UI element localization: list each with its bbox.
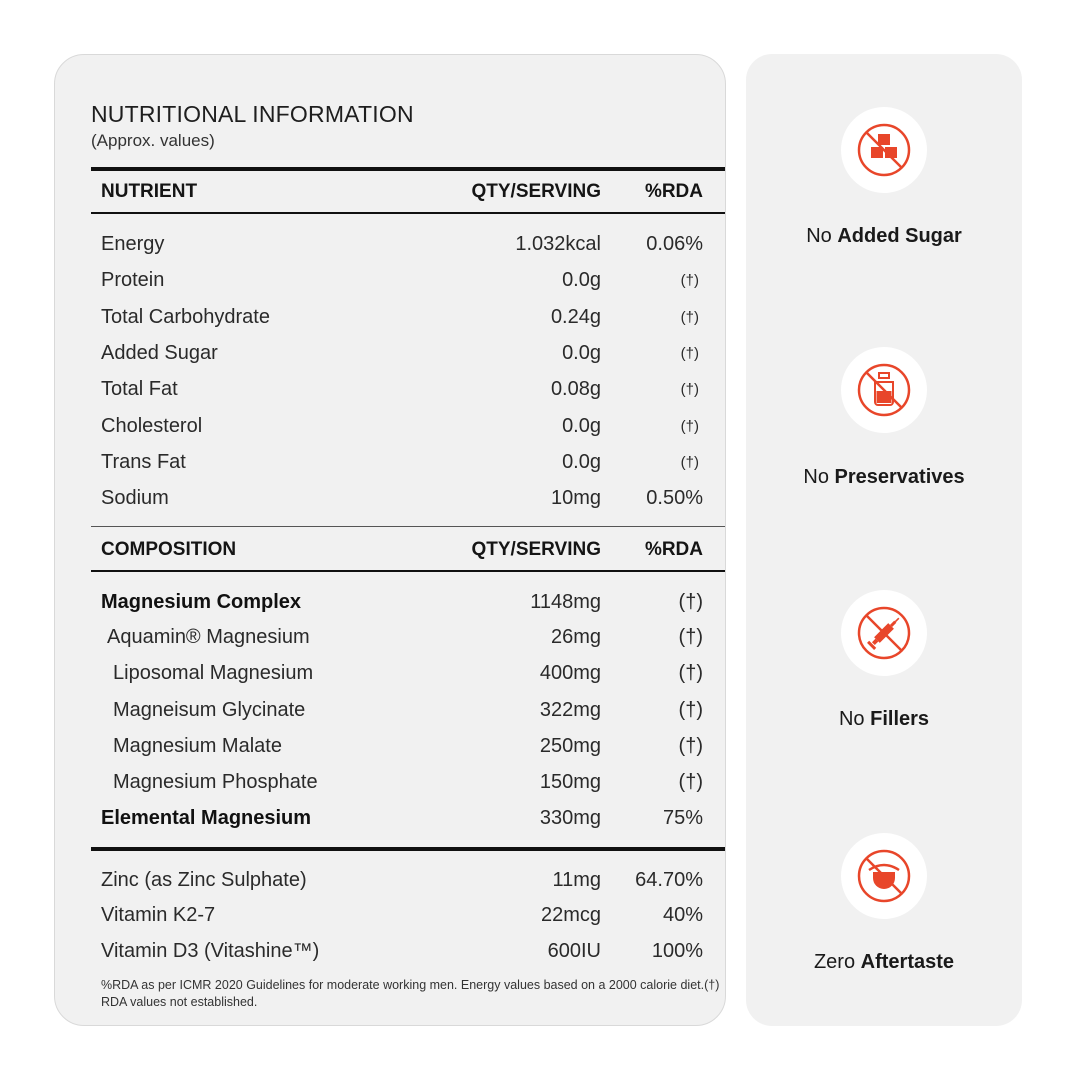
nutrient-rda: (†) [680,454,699,471]
nutrient-col-header: NUTRIENT [101,181,198,202]
nutrient-name: Sodium [101,487,169,509]
rule-top [91,167,725,171]
nutrient-rda: (†) [680,272,699,289]
nutrient-rda: (†) [680,309,699,326]
qty-col-header: QTY/SERVING [471,539,601,560]
nutrient-rda: (†) [680,418,699,435]
benefit-label [746,225,1022,248]
composition-qty: 322mg [539,699,601,721]
composition-qty: 1148mg [530,591,601,613]
composition-rda: (†) [678,662,703,684]
benefit-badge [841,347,927,433]
nutrient-row [91,415,703,449]
nutrient-name: Cholesterol [101,415,203,437]
other-qty: 11mg [552,869,601,891]
rule-composition-header [91,570,725,572]
composition-col-header: COMPOSITION [101,539,237,560]
benefit-badge [841,833,927,919]
composition-row [91,771,703,805]
composition-rda: (†) [678,591,703,613]
composition-row [91,626,703,660]
composition-rda: (†) [678,626,703,648]
rule-nutrient-header [91,212,725,214]
other-rda: 40% [662,904,703,926]
nutrient-rda: (†) [680,345,699,362]
composition-row [91,735,703,769]
composition-name: Liposomal Magnesium [113,662,314,684]
composition-name: Magnesium Malate [113,735,282,757]
no-syringe-icon [854,603,914,663]
other-row [91,904,703,938]
other-row [91,940,703,974]
nutrition-label-card [54,54,726,1026]
composition-name: Magnesium Complex [101,591,302,613]
composition-row [91,591,703,625]
other-name: Vitamin D3 (Vitashine™) [101,940,320,962]
benefit-emphasis: Preservatives [834,466,965,488]
nutrient-qty: 10mg [550,487,601,509]
nutrient-row [91,233,703,267]
no-preservative-jar-icon [854,360,914,420]
benefit-badge [841,107,927,193]
composition-qty: 330mg [539,807,601,829]
nutrient-row [91,487,703,521]
nutrient-rda: 0.50% [646,487,703,509]
other-qty: 22mcg [540,904,601,926]
rule-before-composition [91,526,725,527]
nutrient-qty: 0.0g [562,269,601,291]
nutrient-name: Trans Fat [101,451,186,473]
rda-col-header: %RDA [644,539,703,560]
nutrient-row [91,378,703,412]
nutrient-row [91,269,703,303]
composition-qty: 150mg [539,771,601,793]
no-tongue-icon [854,846,914,906]
rda-col-header: %RDA [644,181,703,202]
nutrient-name: Total Carbohydrate [101,306,270,328]
benefit-label [746,466,1022,489]
rda-footnote: %RDA as per ICMR 2020 Guidelines for moderate working men. Energy values based on a 2000 calorie diet.(†) RDA values not established. [101,978,720,1009]
benefit-label [746,708,1022,731]
rule-before-others [91,847,725,851]
other-name: Zinc (as Zinc Sulphate) [101,869,307,891]
nutrient-row [91,451,703,485]
composition-rda: 75% [662,807,703,829]
nutrient-row [91,342,703,376]
label-subtitle: (Approx. values) [91,131,215,150]
composition-rda: (†) [678,699,703,721]
composition-name: Elemental Magnesium [101,807,312,829]
label-title: NUTRITIONAL INFORMATION [91,101,414,127]
composition-row [91,699,703,733]
composition-row [91,807,703,841]
benefit-emphasis: Added Sugar [837,225,962,247]
composition-rda: (†) [678,771,703,793]
nutrient-name: Total Fat [101,378,178,400]
benefit-emphasis: Aftertaste [860,951,955,973]
nutrient-qty: 0.0g [562,415,601,437]
benefit-label [746,951,1022,974]
benefit-badge [841,590,927,676]
composition-name: Magnesium Phosphate [113,771,318,793]
nutrient-qty: 0.24g [550,306,601,328]
composition-name: Aquamin® Magnesium [107,626,310,648]
nutrient-name: Added Sugar [101,342,218,364]
other-rda: 64.70% [635,869,703,891]
no-sugar-cubes-icon [854,120,914,180]
nutrient-rda: 0.06% [646,233,703,255]
other-qty: 600IU [547,940,601,962]
nutrient-rda: (†) [680,381,699,398]
composition-qty: 250mg [539,735,601,757]
nutrient-name: Energy [101,233,165,255]
benefit-prefix: No [803,466,829,488]
nutrient-qty: 1.032kcal [515,233,601,255]
composition-qty: 26mg [550,626,601,648]
nutrient-row [91,306,703,340]
other-rda: 100% [651,940,703,962]
nutrient-qty: 0.08g [550,378,601,400]
nutrient-qty: 0.0g [562,451,601,473]
composition-row [91,662,703,696]
composition-rda: (†) [678,735,703,757]
other-row [91,869,703,903]
nutrient-qty: 0.0g [562,342,601,364]
nutrient-name: Protein [101,269,165,291]
benefit-prefix: No [838,708,865,730]
qty-col-header: QTY/SERVING [471,181,601,202]
other-name: Vitamin K2-7 [101,904,216,926]
benefit-prefix: Zero [813,951,856,973]
composition-name: Magneisum Glycinate [113,699,306,721]
benefit-prefix: No [806,225,832,247]
composition-qty: 400mg [539,662,601,684]
benefits-card [746,54,1022,1026]
benefit-emphasis: Fillers [870,708,930,730]
